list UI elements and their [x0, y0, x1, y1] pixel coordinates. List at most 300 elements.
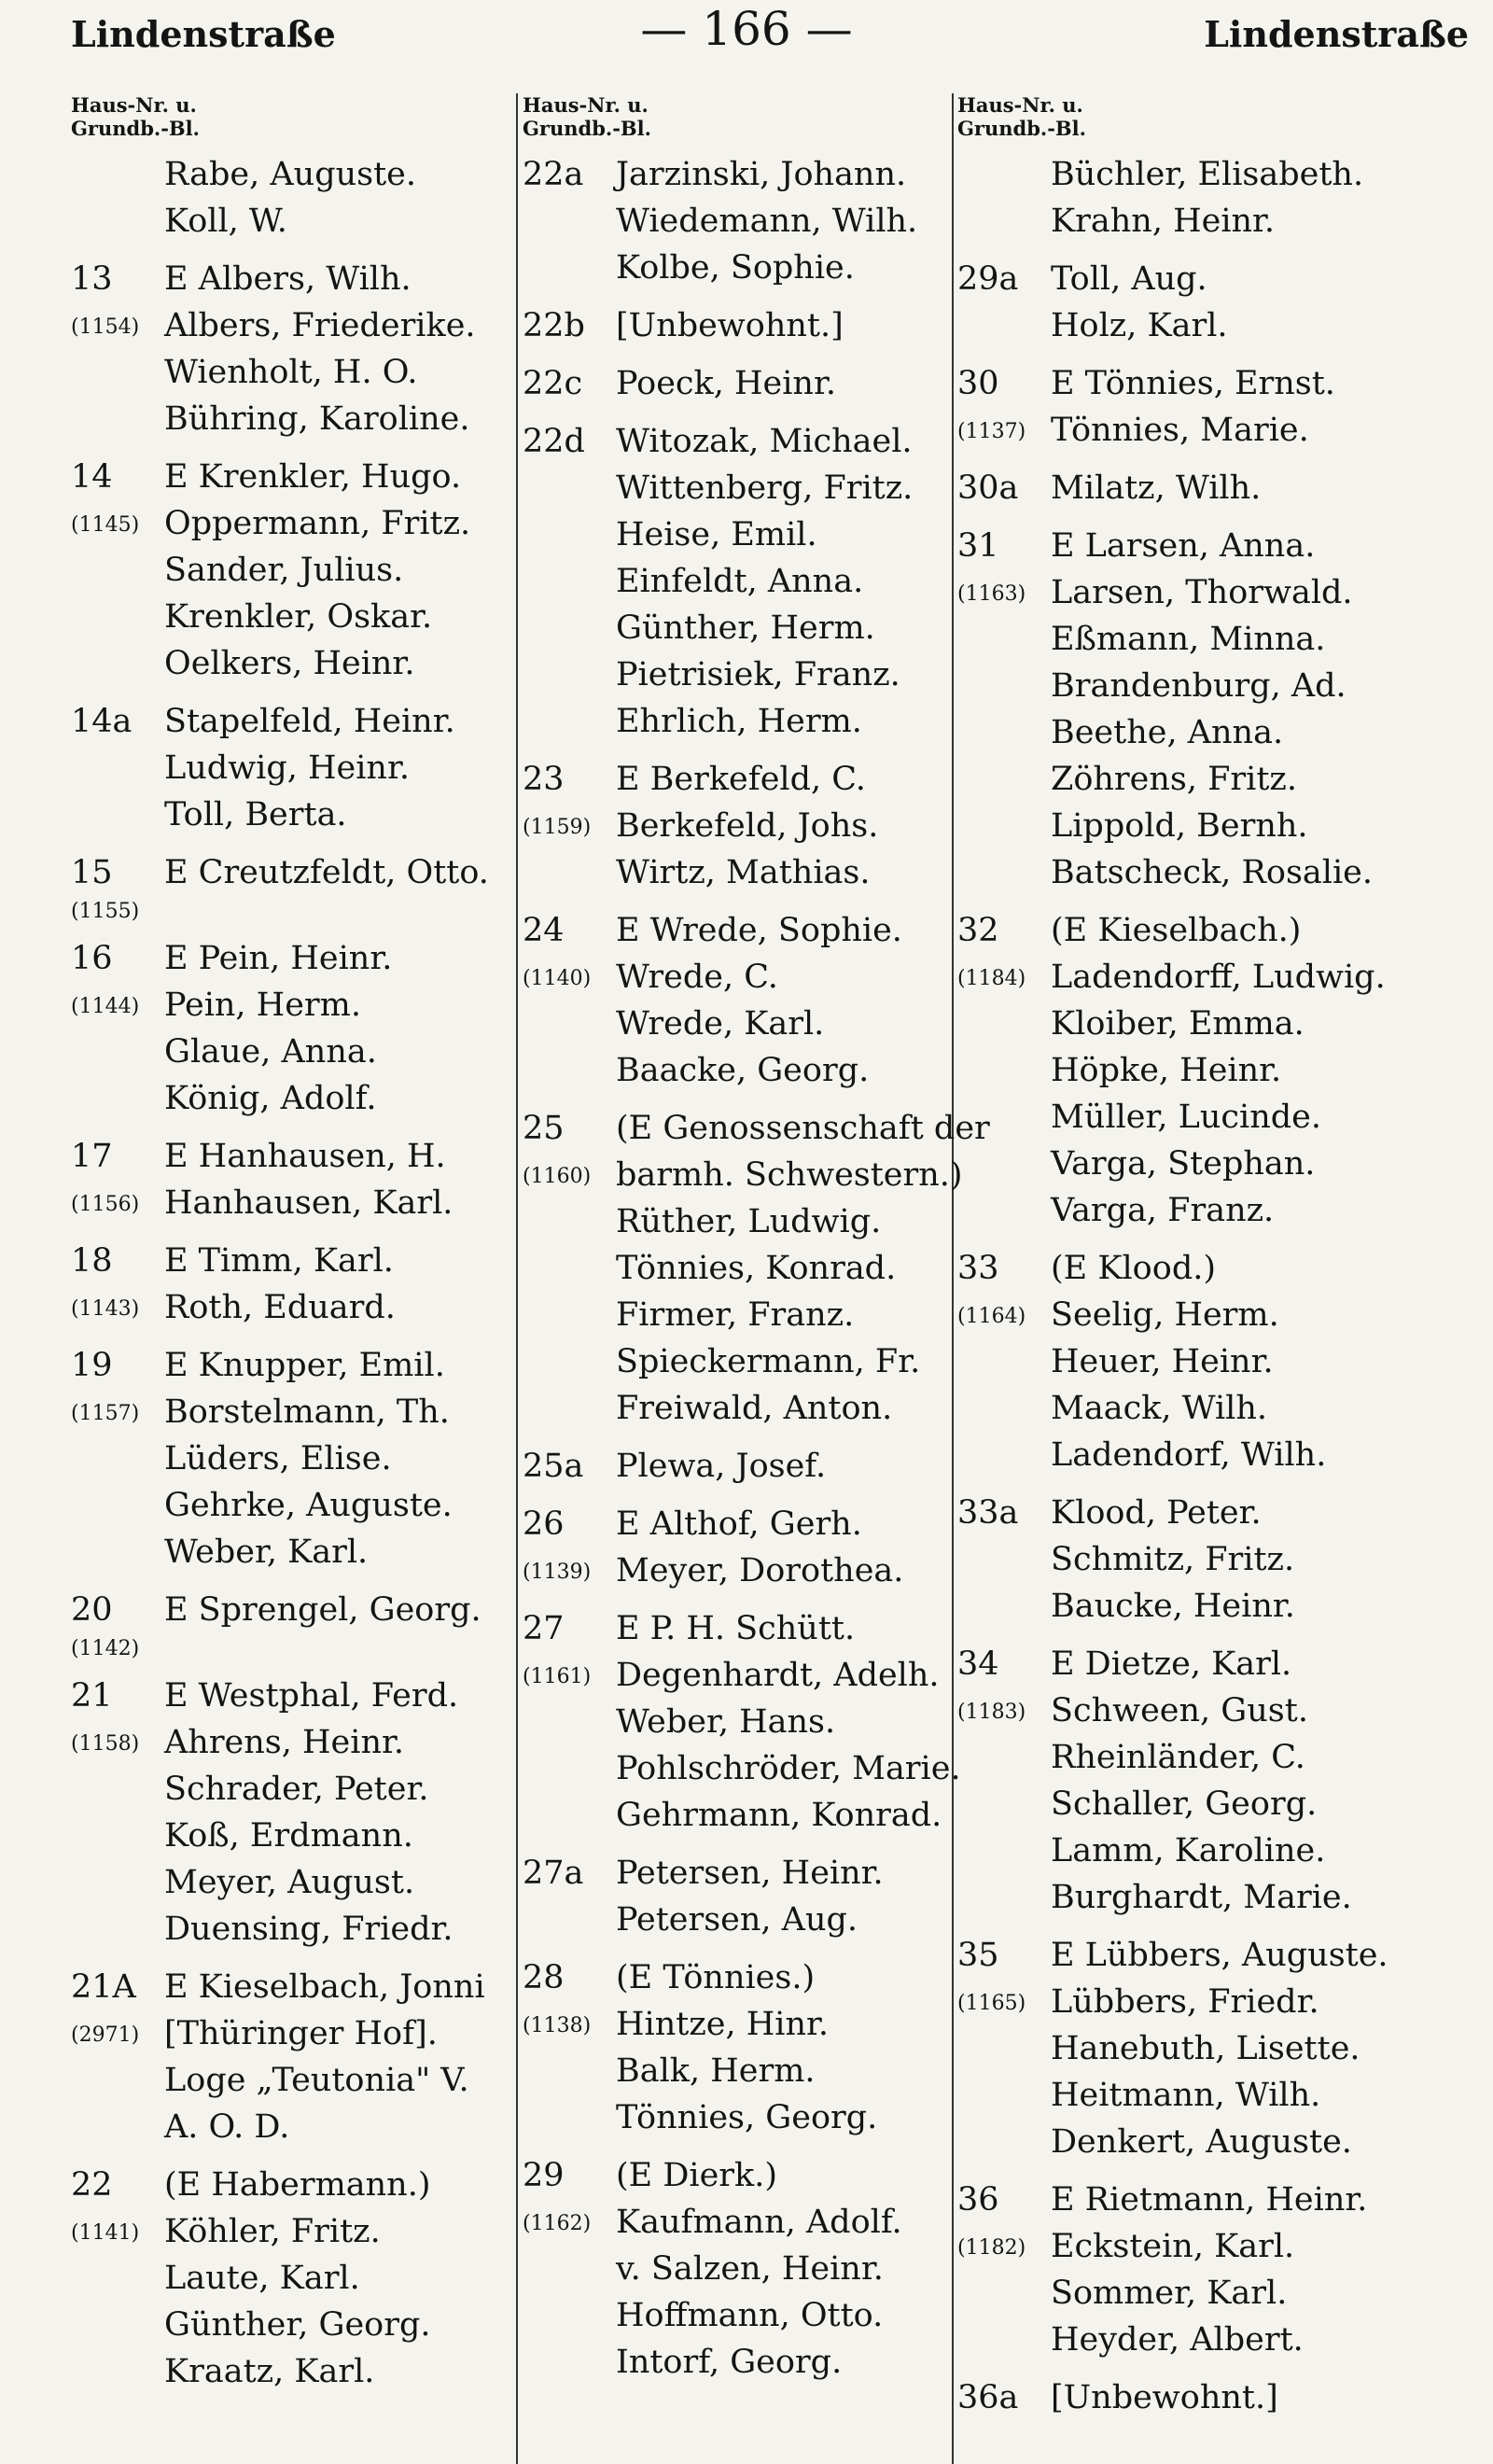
- resident-name: E Westphal, Ferd.: [164, 1677, 459, 1715]
- house-number: 27: [523, 1610, 565, 1647]
- resident-name: Kloiber, Emma.: [1051, 1005, 1305, 1043]
- resident-name: Beethe, Anna.: [1051, 714, 1284, 751]
- directory-column-1: [71, 93, 509, 2406]
- house-number: 20: [71, 1591, 113, 1629]
- resident-name: Hanebuth, Lisette.: [1051, 2030, 1360, 2067]
- entry-line: [957, 360, 1475, 407]
- resident-name: Ahrens, Heinr.: [164, 1724, 404, 1761]
- grundbuch-number: (1165): [957, 1992, 1026, 2015]
- resident-name: (E Tönnies.): [616, 1959, 816, 1996]
- resident-name: Gehrmann, Konrad.: [616, 1797, 942, 1834]
- entry-line: [71, 1133, 509, 1180]
- directory-entry: [71, 151, 509, 256]
- entry-line: [523, 1105, 990, 1152]
- resident-name: Krenkler, Oskar.: [164, 598, 433, 636]
- column-heading-line2: Grundb.-Bl.: [523, 117, 651, 140]
- resident-name: E Sprengel, Georg.: [164, 1591, 481, 1629]
- entry-line: [71, 454, 509, 500]
- house-number: 21A: [71, 1968, 136, 2006]
- entry-gap: [523, 745, 961, 756]
- entry-line: [957, 2119, 1475, 2165]
- resident-name: E Albers, Wilh.: [164, 260, 412, 298]
- entry-line: [523, 1745, 961, 1792]
- entry-gap: [523, 291, 961, 302]
- resident-name: Baucke, Heinr.: [1051, 1588, 1295, 1625]
- entry-line: [71, 256, 509, 302]
- page-number: — 166 —: [640, 2, 853, 56]
- entry-line: [957, 849, 1475, 896]
- column-heading: [523, 93, 961, 151]
- resident-name: E Kieselbach, Jonni: [164, 1968, 485, 2006]
- house-number: 21: [71, 1677, 113, 1715]
- entry-line: [71, 1284, 509, 1331]
- resident-name: Lippold, Bernh.: [1051, 807, 1308, 845]
- resident-name: E Wrede, Sophie.: [616, 912, 902, 949]
- entry-line: [957, 1245, 1475, 1292]
- entry-gap: [523, 1094, 961, 1105]
- entry-line: [523, 1897, 961, 1943]
- grundbuch-number: (1141): [71, 2221, 140, 2245]
- directory-entry: [523, 151, 961, 302]
- directory-entry: [957, 360, 1475, 465]
- grundbuch-number: (1184): [957, 967, 1026, 990]
- entry-line: [523, 1792, 961, 1839]
- entry-line: [523, 2292, 961, 2339]
- resident-name: Duensing, Friedr.: [164, 1911, 453, 1948]
- entry-gap: [957, 511, 1475, 523]
- entry-gap: [957, 1921, 1475, 1932]
- resident-name: Weber, Hans.: [616, 1703, 836, 1741]
- house-number: 33a: [957, 1494, 1019, 1532]
- entry-line: [71, 1859, 509, 1906]
- directory-entry: [523, 302, 961, 360]
- entry-line: [523, 1652, 961, 1699]
- entry-line: [71, 935, 509, 982]
- house-number: 18: [71, 1242, 113, 1280]
- entry-line: [957, 1094, 1475, 1141]
- entry-line: [523, 605, 961, 651]
- resident-name: Firmer, Franz.: [616, 1296, 855, 1334]
- resident-name: Intorf, Georg.: [616, 2344, 843, 2381]
- grundbuch-number: (1159): [523, 816, 592, 839]
- resident-name: E Creutzfeldt, Otto.: [164, 854, 489, 891]
- resident-name: Spieckermann, Fr.: [616, 1343, 921, 1380]
- entry-line: [523, 1850, 961, 1897]
- street-name-left: Lindenstraße: [71, 13, 336, 55]
- entry-line: [523, 198, 961, 245]
- entry-line: [71, 349, 509, 396]
- house-number: 22: [71, 2166, 113, 2204]
- entry-line: [957, 1292, 1475, 1338]
- column-heading-line1: Haus-Nr. u.: [957, 93, 1083, 117]
- resident-name: E Hanhausen, H.: [164, 1138, 446, 1175]
- resident-name: Krahn, Heinr.: [1051, 203, 1276, 240]
- directory-entry: [957, 1245, 1475, 1490]
- entry-line: [957, 407, 1475, 454]
- entry-line: [957, 709, 1475, 756]
- entry-gap: [957, 896, 1475, 907]
- grundbuch-number: (1158): [71, 1732, 140, 1756]
- entry-line: [71, 500, 509, 547]
- column-heading-line1: Haus-Nr. u.: [71, 93, 197, 117]
- entry-line: [957, 2374, 1475, 2421]
- resident-name: Petersen, Heinr.: [616, 1855, 884, 1892]
- entry-line: [523, 2094, 961, 2141]
- resident-name: Loge „Teutonia" V.: [164, 2062, 469, 2099]
- entry-line: [71, 698, 509, 745]
- entry-line: [71, 1813, 509, 1859]
- directory-entry: [71, 1673, 509, 1964]
- house-number: 30: [957, 365, 999, 402]
- entry-line: [523, 1152, 961, 1198]
- grundbuch-number: (1157): [71, 1402, 140, 1425]
- directory-entry: [71, 2162, 509, 2406]
- resident-name: Ludwig, Heinr.: [164, 749, 410, 787]
- resident-name: Kaufmann, Adolf.: [616, 2204, 902, 2241]
- grundbuch-number: (1160): [523, 1165, 592, 1188]
- entry-line: [957, 256, 1475, 302]
- resident-name: E Krenkler, Hugo.: [164, 458, 462, 496]
- entry-line: [523, 803, 961, 849]
- entry-line: [957, 803, 1475, 849]
- grundbuch-number: (1161): [523, 1665, 592, 1688]
- house-number: 36: [957, 2181, 999, 2219]
- house-number: 33: [957, 1250, 999, 1287]
- grundbuch-number: (1163): [957, 582, 1026, 606]
- resident-name: Borstelmann, Th.: [164, 1393, 450, 1431]
- resident-name: Rheinländer, C.: [1051, 1739, 1305, 1776]
- resident-name: Koß, Erdmann.: [164, 1817, 413, 1855]
- entry-gap: [71, 442, 509, 454]
- resident-name: Eckstein, Karl.: [1051, 2228, 1295, 2265]
- directory-entry: [523, 418, 961, 756]
- entry-line: [71, 2104, 509, 2150]
- resident-name: barmh. Schwestern.): [616, 1156, 963, 1194]
- directory-entry: [71, 454, 509, 698]
- entry-line: [523, 1245, 961, 1292]
- resident-name: Burghardt, Marie.: [1051, 1879, 1352, 1916]
- entry-line: [523, 1385, 961, 1432]
- resident-name: Köhler, Fritz.: [164, 2213, 381, 2250]
- resident-name: Stapelfeld, Heinr.: [164, 703, 455, 740]
- resident-name: Wrede, C.: [616, 959, 778, 996]
- entry-line: [71, 982, 509, 1029]
- entry-line: [957, 1932, 1475, 1979]
- entry-line: [71, 1719, 509, 1766]
- entry-line: [523, 1605, 961, 1652]
- resident-name: E Althof, Gerh.: [616, 1505, 862, 1543]
- grundbuch-number: (2971): [71, 2023, 140, 2047]
- entry-line: [523, 1443, 961, 1490]
- resident-name: Wienholt, H. O.: [164, 354, 418, 391]
- entry-line: [71, 1482, 509, 1529]
- entry-gap: [957, 1478, 1475, 1490]
- entry-line: [957, 569, 1475, 616]
- resident-name: Rabe, Auguste.: [164, 156, 417, 193]
- resident-name: Oppermann, Fritz.: [164, 505, 471, 542]
- entry-line: [957, 954, 1475, 1001]
- resident-name: Maack, Wilh.: [1051, 1390, 1268, 1427]
- grundbuch-number: (1145): [71, 513, 140, 537]
- resident-name: Laute, Karl.: [164, 2260, 360, 2297]
- entry-line: [523, 418, 961, 465]
- entry-line: [71, 1633, 509, 1661]
- resident-name: Müller, Lucinde.: [1051, 1099, 1321, 1136]
- entry-line: [957, 1385, 1475, 1432]
- resident-name: [Thüringer Hof].: [164, 2015, 438, 2052]
- house-number: 16: [71, 940, 113, 977]
- entry-line: [523, 1547, 961, 1594]
- grundbuch-number: (1156): [71, 1193, 140, 1216]
- entry-line: [71, 2255, 509, 2302]
- grundbuch-number: (1139): [523, 1561, 592, 1584]
- house-number: 17: [71, 1138, 113, 1175]
- page-header: [0, 0, 1493, 65]
- resident-name: Kraatz, Karl.: [164, 2353, 375, 2390]
- grundbuch-number: (1138): [523, 2014, 592, 2037]
- house-number: 22d: [523, 423, 585, 460]
- entry-line: [71, 151, 509, 198]
- entry-line: [523, 1001, 961, 1047]
- entry-gap: [523, 2141, 961, 2152]
- resident-name: Günther, Herm.: [616, 609, 875, 647]
- entry-line: [957, 1432, 1475, 1478]
- resident-name: E Berkefeld, C.: [616, 761, 866, 798]
- entry-gap: [523, 1839, 961, 1850]
- resident-name: Höpke, Heinr.: [1051, 1052, 1282, 1089]
- house-number: 32: [957, 912, 999, 949]
- directory-entry: [957, 907, 1475, 1245]
- directory-entry: [523, 2152, 961, 2397]
- directory-entry: [957, 1932, 1475, 2177]
- entry-line: [71, 896, 509, 924]
- resident-name: Tönnies, Georg.: [616, 2099, 878, 2136]
- entry-line: [523, 151, 961, 198]
- resident-name: Pohlschröder, Marie.: [616, 1750, 961, 1787]
- resident-name: Varga, Franz.: [1051, 1192, 1275, 1229]
- resident-name: Brandenburg, Ad.: [1051, 667, 1346, 705]
- entry-line: [523, 302, 961, 349]
- entry-gap: [523, 1490, 961, 1501]
- entry-line: [523, 651, 961, 698]
- entry-line: [71, 1238, 509, 1284]
- entry-gap: [523, 2386, 961, 2397]
- resident-name: Balk, Herm.: [616, 2052, 816, 2090]
- resident-name: Hanhausen, Karl.: [164, 1184, 453, 1222]
- entry-line: [523, 2001, 961, 2048]
- entry-line: [71, 2162, 509, 2208]
- resident-name: Freiwald, Anton.: [616, 1390, 893, 1427]
- grundbuch-number: (1155): [71, 900, 140, 923]
- directory-entry: [71, 1964, 509, 2162]
- entry-line: [957, 1687, 1475, 1734]
- entry-line: [71, 1906, 509, 1953]
- directory-entry: [71, 935, 509, 1133]
- resident-name: Petersen, Aug.: [616, 1901, 858, 1939]
- directory-entry: [523, 1954, 961, 2152]
- resident-name: Büchler, Elisabeth.: [1051, 156, 1364, 193]
- resident-name: Schrader, Peter.: [164, 1771, 429, 1808]
- entry-gap: [71, 1575, 509, 1587]
- resident-name: Meyer, August.: [164, 1864, 415, 1901]
- directory-entry: [957, 465, 1475, 523]
- resident-name: Kolbe, Sophie.: [616, 249, 855, 287]
- entry-line: [523, 245, 961, 291]
- house-number: 26: [523, 1505, 565, 1543]
- house-number: 36a: [957, 2379, 1019, 2416]
- house-number: 34: [957, 1645, 999, 1683]
- entry-line: [523, 1699, 961, 1745]
- directory-entry: [71, 1342, 509, 1587]
- resident-name: [Unbewohnt.]: [1051, 2379, 1278, 2416]
- entry-line: [957, 2072, 1475, 2119]
- entry-gap: [71, 2395, 509, 2406]
- entry-line: [71, 396, 509, 442]
- entry-gap: [523, 1432, 961, 1443]
- resident-name: E P. H. Schütt.: [616, 1610, 856, 1647]
- entry-line: [71, 1673, 509, 1719]
- resident-name: E Lübbers, Auguste.: [1051, 1937, 1388, 1974]
- directory-entry: [71, 698, 509, 849]
- resident-name: Holz, Karl.: [1051, 307, 1228, 344]
- house-number: 30a: [957, 469, 1019, 507]
- entry-gap: [957, 2165, 1475, 2177]
- resident-name: Pein, Herm.: [164, 987, 361, 1024]
- entry-line: [523, 1198, 961, 1245]
- entry-line: [71, 1529, 509, 1575]
- entry-line: [957, 2223, 1475, 2270]
- directory-entry: [957, 2177, 1475, 2374]
- entry-gap: [523, 896, 961, 907]
- directory-entry: [957, 2374, 1475, 2432]
- column-divider: [516, 93, 518, 2464]
- directory-entry: [523, 1501, 961, 1605]
- entry-line: [523, 2339, 961, 2386]
- directory-entry: [957, 523, 1475, 907]
- house-number: 13: [71, 260, 113, 298]
- entry-line: [957, 1001, 1475, 1047]
- entry-line: [71, 1180, 509, 1226]
- entry-line: [523, 907, 961, 954]
- house-number: 22c: [523, 365, 583, 402]
- entry-line: [957, 2177, 1475, 2223]
- house-number: 28: [523, 1959, 565, 1996]
- entry-gap: [957, 1630, 1475, 1641]
- resident-name: Tönnies, Marie.: [1051, 412, 1309, 449]
- house-number: 22a: [523, 156, 584, 193]
- entry-line: [71, 1766, 509, 1813]
- resident-name: Lamm, Karoline.: [1051, 1832, 1326, 1869]
- directory-entry: [957, 151, 1475, 256]
- column-heading: [71, 93, 509, 151]
- entry-line: [957, 1979, 1475, 2025]
- grundbuch-number: (1143): [71, 1297, 140, 1321]
- grundbuch-number: (1142): [71, 1637, 140, 1660]
- entry-line: [71, 302, 509, 349]
- entry-line: [523, 2199, 961, 2246]
- resident-name: E Pein, Heinr.: [164, 940, 393, 977]
- resident-name: (E Kieselbach.): [1051, 912, 1302, 949]
- resident-name: Wittenberg, Fritz.: [616, 469, 914, 507]
- entry-line: [71, 2010, 509, 2057]
- entry-line: [523, 465, 961, 511]
- resident-name: v. Salzen, Heinr.: [616, 2250, 884, 2288]
- entry-line: [957, 2270, 1475, 2317]
- entry-line: [957, 1536, 1475, 1583]
- entry-line: [957, 1583, 1475, 1630]
- resident-name: Jarzinski, Johann.: [616, 156, 907, 193]
- entry-line: [957, 2025, 1475, 2072]
- resident-name: Lüders, Elise.: [164, 1440, 392, 1477]
- entry-line: [71, 2057, 509, 2104]
- resident-name: Schmitz, Fritz.: [1051, 1541, 1295, 1578]
- entry-line: [71, 1029, 509, 1075]
- entry-line: [957, 756, 1475, 803]
- entry-gap: [957, 349, 1475, 360]
- directory-entry: [523, 1605, 961, 1850]
- resident-name: Tönnies, Konrad.: [616, 1250, 897, 1287]
- entry-gap: [957, 1234, 1475, 1245]
- directory-entry: [523, 907, 961, 1105]
- resident-name: (E Dierk.): [616, 2157, 778, 2194]
- entry-gap: [523, 407, 961, 418]
- resident-name: Seelig, Herm.: [1051, 1296, 1279, 1334]
- entry-line: [957, 663, 1475, 709]
- house-number: 23: [523, 761, 565, 798]
- resident-name: A. O. D.: [164, 2108, 290, 2146]
- entry-line: [523, 1292, 961, 1338]
- house-number: 25a: [523, 1448, 584, 1485]
- resident-name: Witozak, Michael.: [616, 423, 913, 460]
- entry-line: [957, 1827, 1475, 1874]
- resident-name: König, Adolf.: [164, 1080, 377, 1117]
- entry-line: [957, 1187, 1475, 1234]
- resident-name: Berkefeld, Johs.: [616, 807, 879, 845]
- entry-line: [957, 151, 1475, 198]
- entry-line: [957, 616, 1475, 663]
- entry-line: [71, 2348, 509, 2395]
- resident-name: E Rietmann, Heinr.: [1051, 2181, 1368, 2219]
- directory-entry: [523, 756, 961, 907]
- directory-entry: [71, 256, 509, 454]
- resident-name: Einfeldt, Anna.: [616, 563, 864, 600]
- resident-name: Ladendorf, Wilh.: [1051, 1436, 1327, 1474]
- entry-line: [71, 594, 509, 640]
- entry-line: [957, 1781, 1475, 1827]
- entry-gap: [523, 1943, 961, 1954]
- house-number: 14: [71, 458, 113, 496]
- directory-entry: [71, 1587, 509, 1673]
- resident-name: E Tönnies, Ernst.: [1051, 365, 1335, 402]
- entry-gap: [957, 245, 1475, 256]
- resident-name: Lübbers, Friedr.: [1051, 1983, 1319, 2021]
- house-number: 19: [71, 1347, 113, 1384]
- resident-name: E Knupper, Emil.: [164, 1347, 445, 1384]
- grundbuch-number: (1162): [523, 2212, 592, 2235]
- entry-line: [523, 1338, 961, 1385]
- resident-name: Meyer, Dorothea.: [616, 1552, 904, 1589]
- entry-line: [71, 791, 509, 838]
- house-number: 22b: [523, 307, 585, 344]
- grundbuch-number: (1137): [957, 420, 1026, 443]
- resident-name: Heuer, Heinr.: [1051, 1343, 1274, 1380]
- resident-name: (E Genossenschaft der: [616, 1110, 990, 1147]
- resident-name: Heyder, Albert.: [1051, 2321, 1304, 2359]
- directory-entry: [523, 1443, 961, 1501]
- house-number: 24: [523, 912, 565, 949]
- entry-line: [523, 511, 961, 558]
- resident-name: E Timm, Karl.: [164, 1242, 394, 1280]
